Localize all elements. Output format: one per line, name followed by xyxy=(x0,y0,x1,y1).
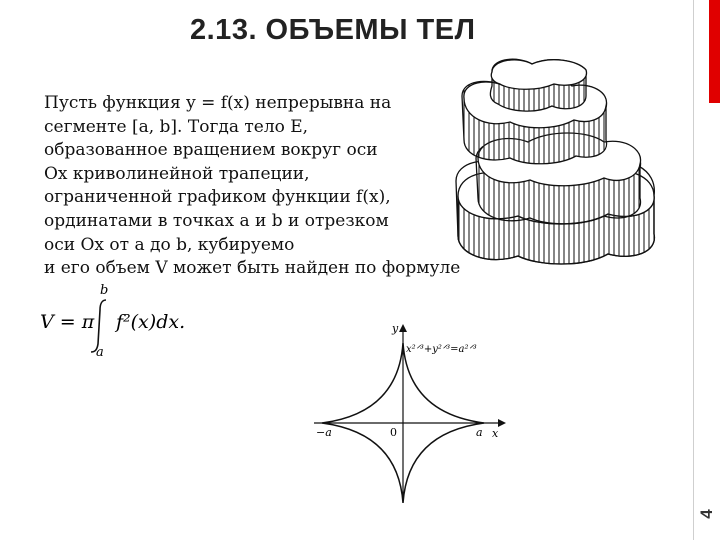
formula-lhs: V = π xyxy=(40,311,95,333)
text-line: ординатами в точках a и b и отрезком xyxy=(44,210,389,231)
formula-lower-limit: a xyxy=(96,345,104,360)
a-label: a xyxy=(476,426,483,439)
text-line: сегменте [a, b]. Тогда тело E, xyxy=(44,116,309,137)
page-number: 4 xyxy=(697,509,716,519)
volume-formula xyxy=(40,278,240,360)
neg-a-label: −a xyxy=(316,426,332,439)
formula-upper-limit: b xyxy=(100,283,109,298)
slide-title: 2.13. ОБЪЕМЫ ТЕЛ xyxy=(190,14,476,46)
text-line: ограниченной графиком функции f(x), xyxy=(44,187,391,208)
text-line: образованное вращением вокруг оси xyxy=(44,140,378,161)
x-axis-label: x xyxy=(492,427,499,440)
accent-bar xyxy=(709,0,720,103)
text-line: и его объем V может быть найден по формуле xyxy=(44,258,461,279)
origin-label: 0 xyxy=(390,426,397,439)
x-axis-arrow xyxy=(498,419,506,427)
y-axis-label: y xyxy=(392,322,399,335)
astroid-graph xyxy=(308,318,508,504)
formula-integrand: f²(x)dx. xyxy=(116,311,186,333)
astroid-equation: x²ᐟ³+y²ᐟ³=a²ᐟ³ xyxy=(406,344,477,355)
text-line: оси Ox от a до b, кубируемо xyxy=(44,234,295,255)
definition-text xyxy=(44,92,464,281)
text-line: Ox криволинейной трапеции, xyxy=(44,163,310,184)
layered-solid-figure xyxy=(448,56,668,276)
text-line: Пусть функция y = f(x) непрерывна на xyxy=(44,93,392,113)
y-axis-arrow xyxy=(399,324,407,332)
